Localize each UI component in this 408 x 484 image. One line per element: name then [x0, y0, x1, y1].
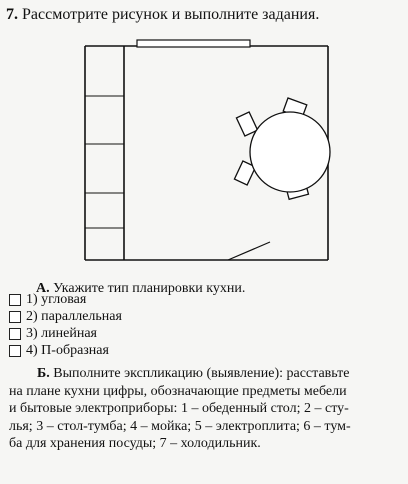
part-b-line-2: на плане кухни цифры, обозначающие предметы мебели: [9, 383, 347, 399]
part-b-line-1-text: Выполните экспликацию (выявление): расставьте: [53, 366, 350, 381]
task-number: 7.: [6, 6, 18, 23]
option-4[interactable]: [9, 343, 109, 359]
part-b-label: Б.: [37, 366, 50, 381]
dining-table-group: [234, 98, 330, 199]
option-2-number: 2): [26, 309, 38, 324]
option-1-number: 1): [26, 292, 38, 307]
part-b-line-5: ба для хранения посуды; 7 – холодильник.: [9, 436, 261, 451]
option-2-checkbox[interactable]: [9, 311, 21, 323]
part-b-line-1: [9, 365, 402, 383]
option-2-label: параллельная: [41, 309, 122, 324]
option-4-label: П-образная: [41, 343, 109, 358]
part-b-task: [9, 365, 402, 453]
window-top: [137, 40, 250, 47]
option-1-label: угловая: [41, 292, 87, 307]
option-4-checkbox[interactable]: [9, 345, 21, 357]
task-title-text: Рассмотрите рисунок и выполните задания.: [22, 6, 320, 23]
option-4-number: 4): [26, 343, 38, 358]
dining-table: [250, 112, 330, 192]
part-b-line-4: лья; 3 – стол-тумба; 4 – мойка; 5 – электроплита; 6 – тум-: [9, 418, 351, 434]
option-3-checkbox[interactable]: [9, 328, 21, 340]
option-3-number: 3): [26, 326, 38, 341]
option-2[interactable]: [9, 309, 122, 325]
option-1-checkbox[interactable]: [9, 294, 21, 306]
left-wall-cabinets: [85, 96, 124, 228]
option-3[interactable]: [9, 326, 97, 342]
door: [228, 242, 270, 260]
option-1[interactable]: [9, 292, 86, 308]
option-3-label: линейная: [41, 326, 97, 341]
part-b-line-3: и бытовые электроприборы: 1 – обеденный стол; 2 – сту-: [9, 401, 349, 416]
part-a-text: Укажите тип планировки кухни.: [53, 281, 246, 296]
part-a-label: А.: [36, 281, 50, 296]
